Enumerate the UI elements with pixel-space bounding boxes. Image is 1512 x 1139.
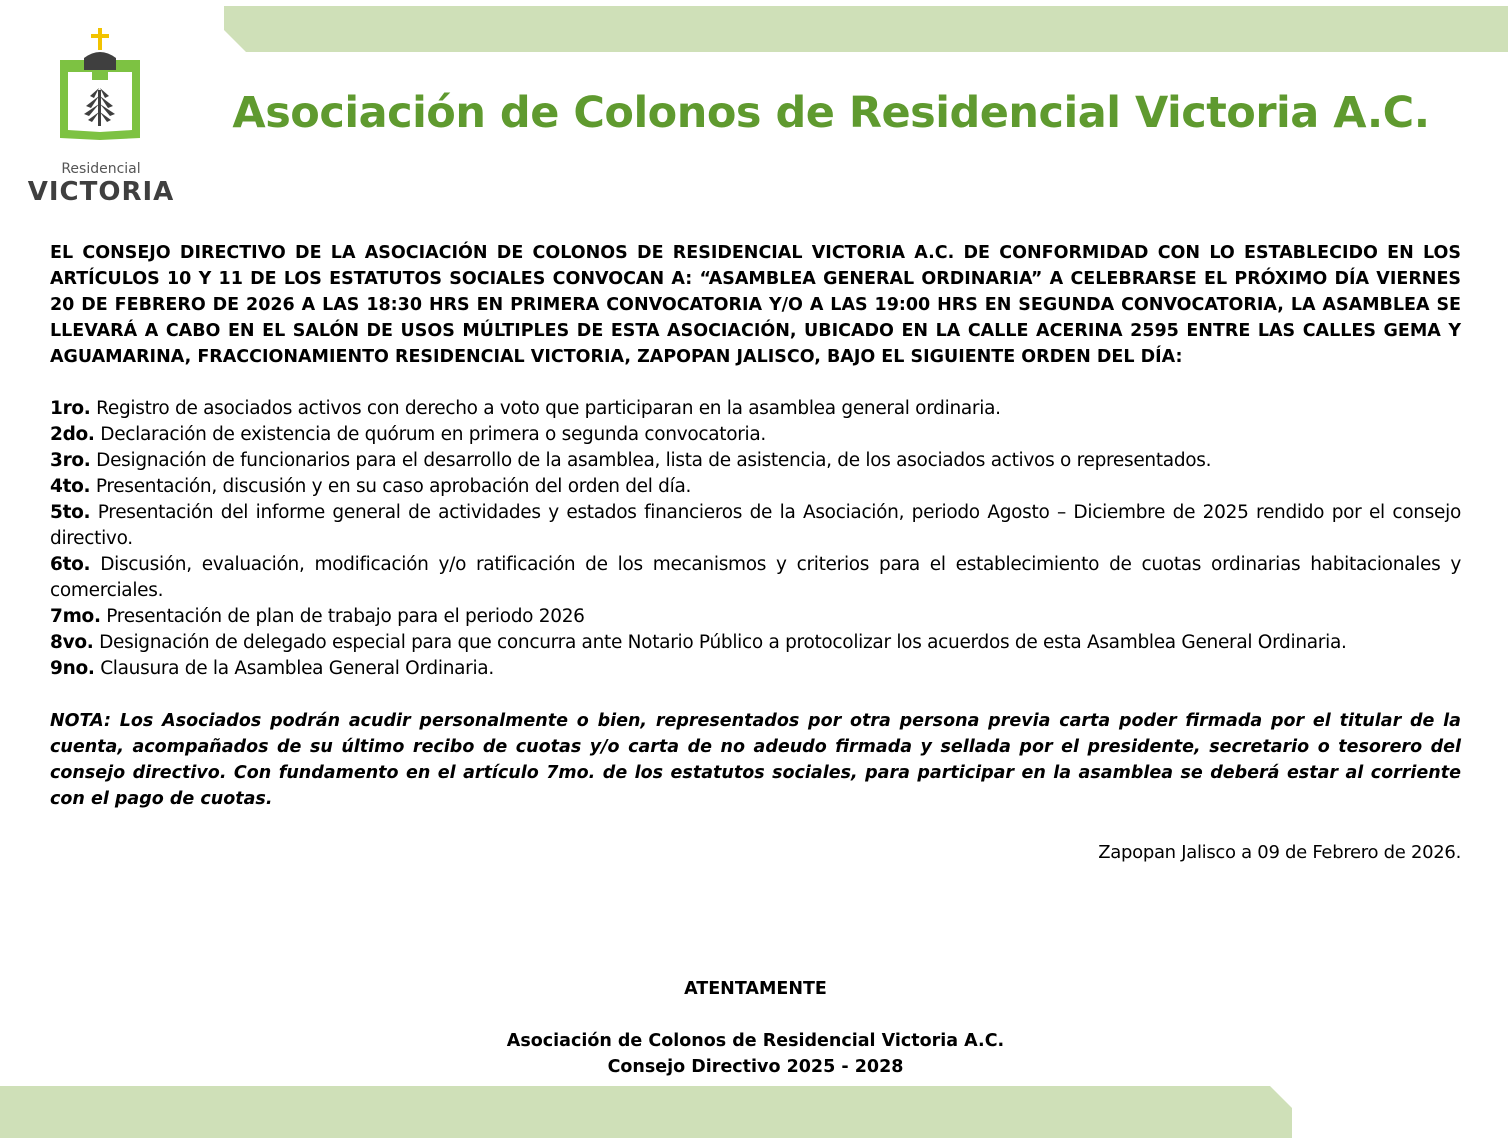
agenda-item [50,630,1461,656]
agenda-item-text: Presentación de plan de trabajo para el periodo 2026 [106,606,585,627]
agenda-item [50,396,1461,422]
page-title: Asociación de Colonos de Residencial Victoria A.C. [232,88,1430,138]
agenda-item [50,552,1461,604]
agenda-item-number: 8vo. [50,632,94,653]
agenda-item [50,656,1461,682]
agenda-item-text: Designación de funcionarios para el desarrollo de la asamblea, lista de asistencia, de los asociados activos o representados. [96,450,1212,471]
agenda-item-number: 7mo. [50,606,101,627]
bottom-band-shape [0,1086,1292,1138]
document-body [50,240,1461,866]
agenda-item [50,422,1461,448]
agenda-item-number: 1ro. [50,398,91,419]
agenda-item-text: Presentación, discusión y en su caso aprobación del orden del día. [95,476,692,497]
agenda-item-number: 4to. [50,476,91,497]
agenda-item-text: Registro de asociados activos con derecho a voto que participaran en la asamblea general ordinaria. [96,398,1001,419]
agenda-item-number: 6to. [50,554,91,575]
logo-caption-victoria: VICTORIA [27,177,175,207]
agenda-item-number: 9no. [50,658,95,679]
convocatoria-intro: EL CONSEJO DIRECTIVO DE LA ASOCIACIÓN DE COLONOS DE RESIDENCIAL VICTORIA A.C. DE CONFORMIDAD CON LO ESTABLECIDO EN LOS ARTÍCULOS 10 Y 11 DE LOS ESTATUTOS SOCIALES CONVOCAN A: “ASAMBLEA GENERAL ORDINARIA” A CELEBRARSE EL PRÓXIMO DÍA VIERNES 20 DE FEBRERO DE 2026 A LAS 18:30 HRS EN PRIMERA CONVOCATORIA Y/O A LAS 19:00 HRS EN SEGUNDA CONVOCATORIA, LA ASAMBLEA SE LLEVARÁ A CABO EN EL SALÓN DE USOS MÚLTIPLES DE ESTA ASOCIACIÓN, UBICADO EN LA CALLE ACERINA 2595 ENTRE LAS CALLES GEMA Y AGUAMARINA, FRACCIONAMIENTO RESIDENCIAL VICTORIA, ZAPOPAN JALISCO, BAJO EL SIGUIENTE ORDEN DEL DÍA: [50,243,1461,367]
date-line: Zapopan Jalisco a 09 de Febrero de 2026. [1098,842,1461,863]
top-band-shape [224,6,1508,52]
agenda-list [50,396,1461,682]
logo-chapel [84,52,116,70]
logo-caption [26,160,176,206]
agenda-item-text: Declaración de existencia de quórum en primera o segunda convocatoria. [100,424,767,445]
agenda-item-text: Clausura de la Asamblea General Ordinaria. [100,658,494,679]
agenda-item-text: Discusión, evaluación, modificación y/o ratificación de los mecanismos y criterios para el establecimiento de cuotas ordinarias habitacionales y comerciales. [50,554,1461,601]
agenda-item [50,448,1461,474]
top-decorative-band [224,6,1508,52]
logo-caption-residencial: Residencial [61,161,141,177]
agenda-item-text: Presentación del informe general de actividades y estados financieros de la Asociación, periodo Agosto – Diciembre de 2025 rendido por el consejo directivo. [50,502,1461,549]
agenda-item-number: 5to. [50,502,91,523]
agenda-item-number: 3ro. [50,450,91,471]
closing-council: Consejo Directivo 2025 - 2028 [607,1057,904,1077]
closing-organization: Asociación de Colonos de Residencial Victoria A.C. [506,1031,1005,1051]
nota-paragraph: NOTA: Los Asociados podrán acudir personalmente o bien, representados por otra persona previa carta poder firmada por el titular de la cuenta, acompañados de su último recibo de cuotas y/o carta de no adeudo firmada y sellada por el presidente, secretario o tesorero del consejo directivo. Con fundamento en el artículo 7mo. de los estatutos sociales, para participar en la asamblea se deberá estar al corriente con el pago de cuotas. [50,711,1461,809]
bottom-decorative-band [0,1086,1292,1138]
agenda-item [50,474,1461,500]
logo-cross-horizontal [91,34,109,38]
closing-salutation: ATENTAMENTE [684,979,827,999]
logo-cross-vertical [98,28,102,50]
agenda-item-number: 2do. [50,424,95,445]
agenda-item-text: Designación de delegado especial para que concurra ante Notario Público a protocolizar los acuerdos de esta Asamblea General Ordinaria. [99,632,1347,653]
agenda-item [50,500,1461,552]
agenda-item [50,604,1461,630]
